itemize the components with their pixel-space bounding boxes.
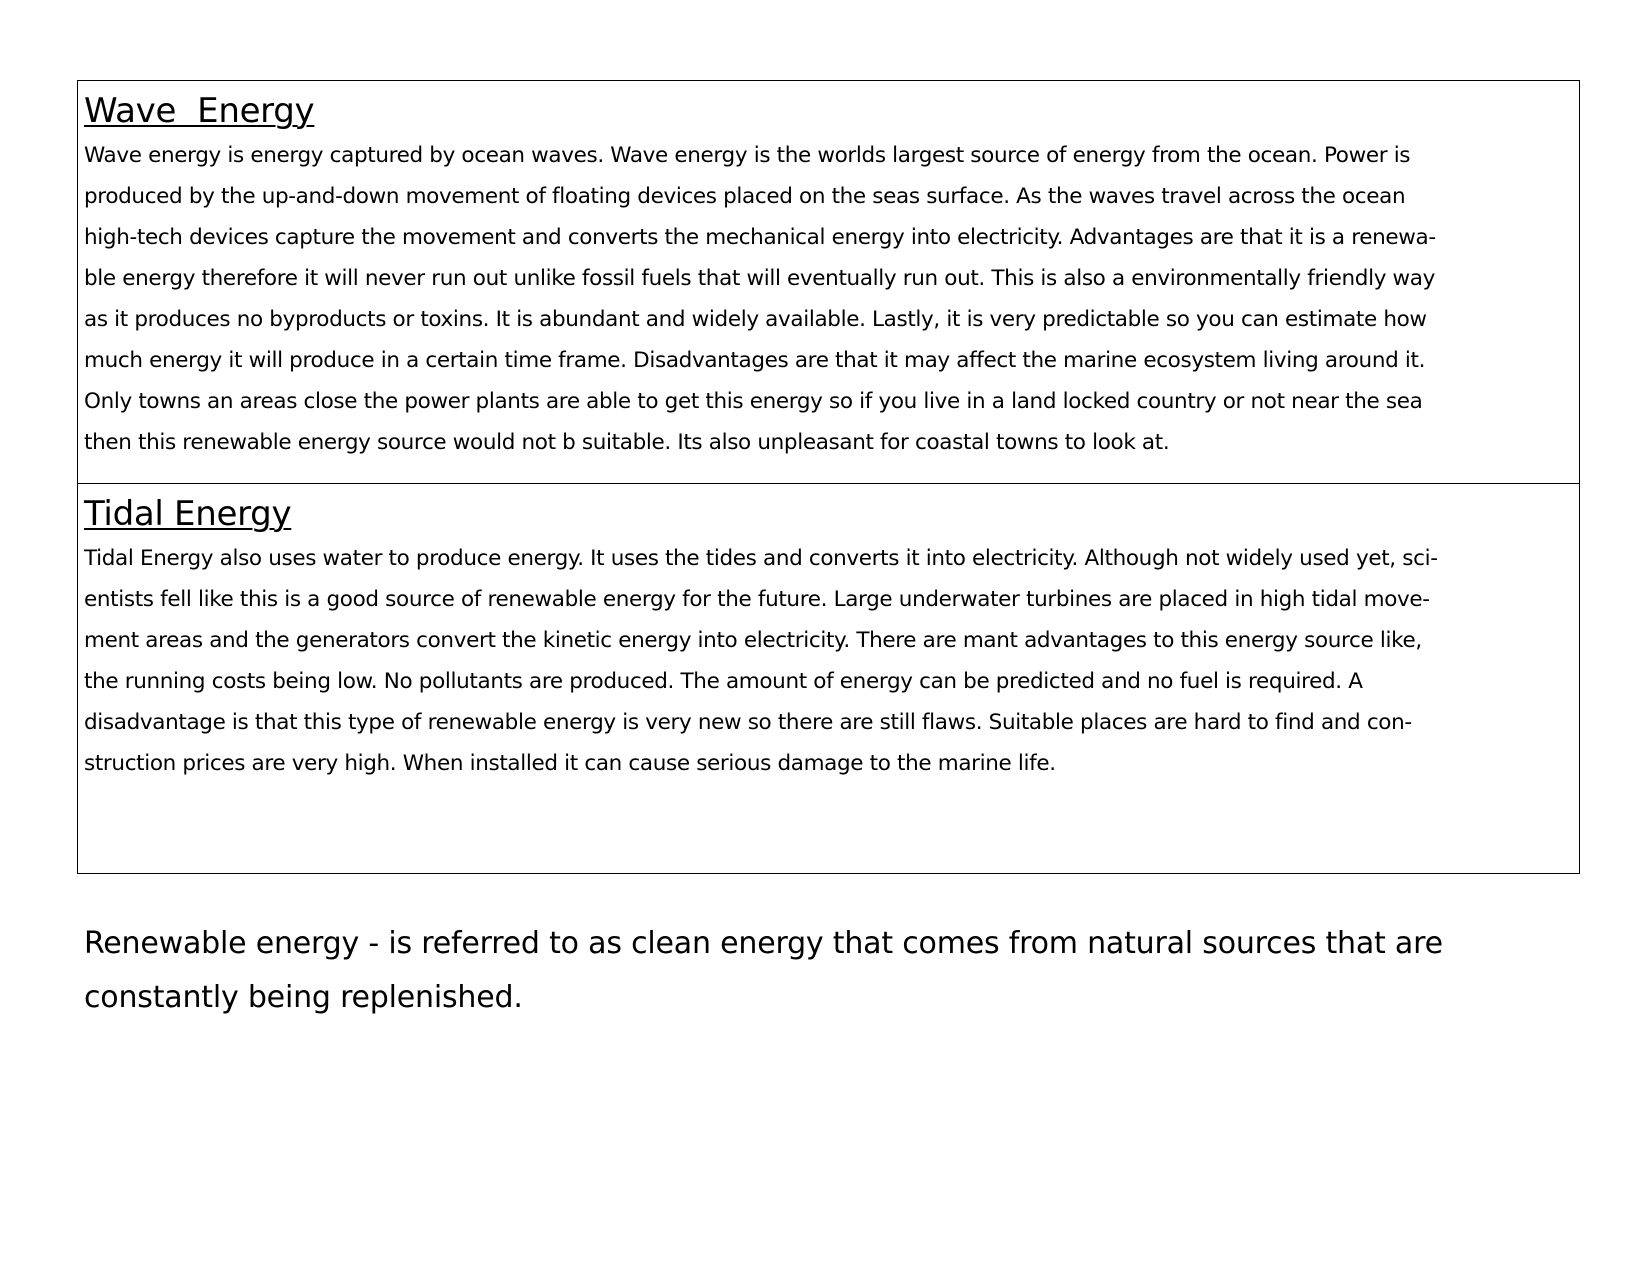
text-line: Wave energy is energy captured by ocean waves. Wave energy is the worlds largest source of energy from the ocean. Power is — [84, 143, 1411, 168]
text-line: struction prices are very high. When installed it can cause serious damage to the marine life. — [84, 751, 1056, 776]
text-line: entists fell like this is a good source of renewable energy for the future. Large underwater turbines are placed in high tidal move- — [84, 587, 1430, 612]
tidal-energy-section — [78, 484, 1579, 873]
definition-line: constantly being replenished. — [84, 980, 523, 1015]
definition-line: Renewable energy - is referred to as clean energy that comes from natural sources that are — [84, 926, 1443, 961]
text-line: Only towns an areas close the power plants are able to get this energy so if you live in a land locked country or not near the sea — [84, 389, 1423, 414]
text-line: disadvantage is that this type of renewable energy is very new so there are still flaws. Suitable places are hard to find and con- — [84, 710, 1412, 735]
tidal-energy-heading: Tidal Energy — [84, 494, 292, 534]
text-line: ble energy therefore it will never run out unlike fossil fuels that will eventually run out. This is also a environmentally friendly way — [84, 266, 1435, 291]
wave-energy-text — [84, 135, 1571, 463]
text-line: much energy it will produce in a certain time frame. Disadvantages are that it may affect the marine ecosystem living around it. — [84, 348, 1426, 373]
text-line: then this renewable energy source would not b suitable. Its also unpleasant for coastal towns to look at. — [84, 430, 1170, 455]
text-line: high-tech devices capture the movement and converts the mechanical energy into electricity. Advantages are that it is a renewa- — [84, 225, 1436, 250]
renewable-energy-definition — [84, 917, 1564, 1025]
energy-table — [77, 80, 1580, 874]
text-line: Tidal Energy also uses water to produce energy. It uses the tides and converts it into electricity. Although not widely used yet, sci- — [84, 546, 1438, 571]
wave-energy-heading: Wave Energy — [84, 91, 315, 131]
text-line: ment areas and the generators convert the kinetic energy into electricity. There are mant advantages to this energy source like, — [84, 628, 1422, 653]
wave-energy-section — [78, 81, 1579, 484]
text-line: as it produces no byproducts or toxins. It is abundant and widely available. Lastly, it is very predictable so you can estimate how — [84, 307, 1427, 332]
text-line: produced by the up-and-down movement of floating devices placed on the seas surface. As the waves travel across the ocean — [84, 184, 1406, 209]
tidal-energy-text — [84, 538, 1571, 784]
text-line: the running costs being low. No pollutants are produced. The amount of energy can be predicted and no fuel is required. A — [84, 669, 1363, 694]
